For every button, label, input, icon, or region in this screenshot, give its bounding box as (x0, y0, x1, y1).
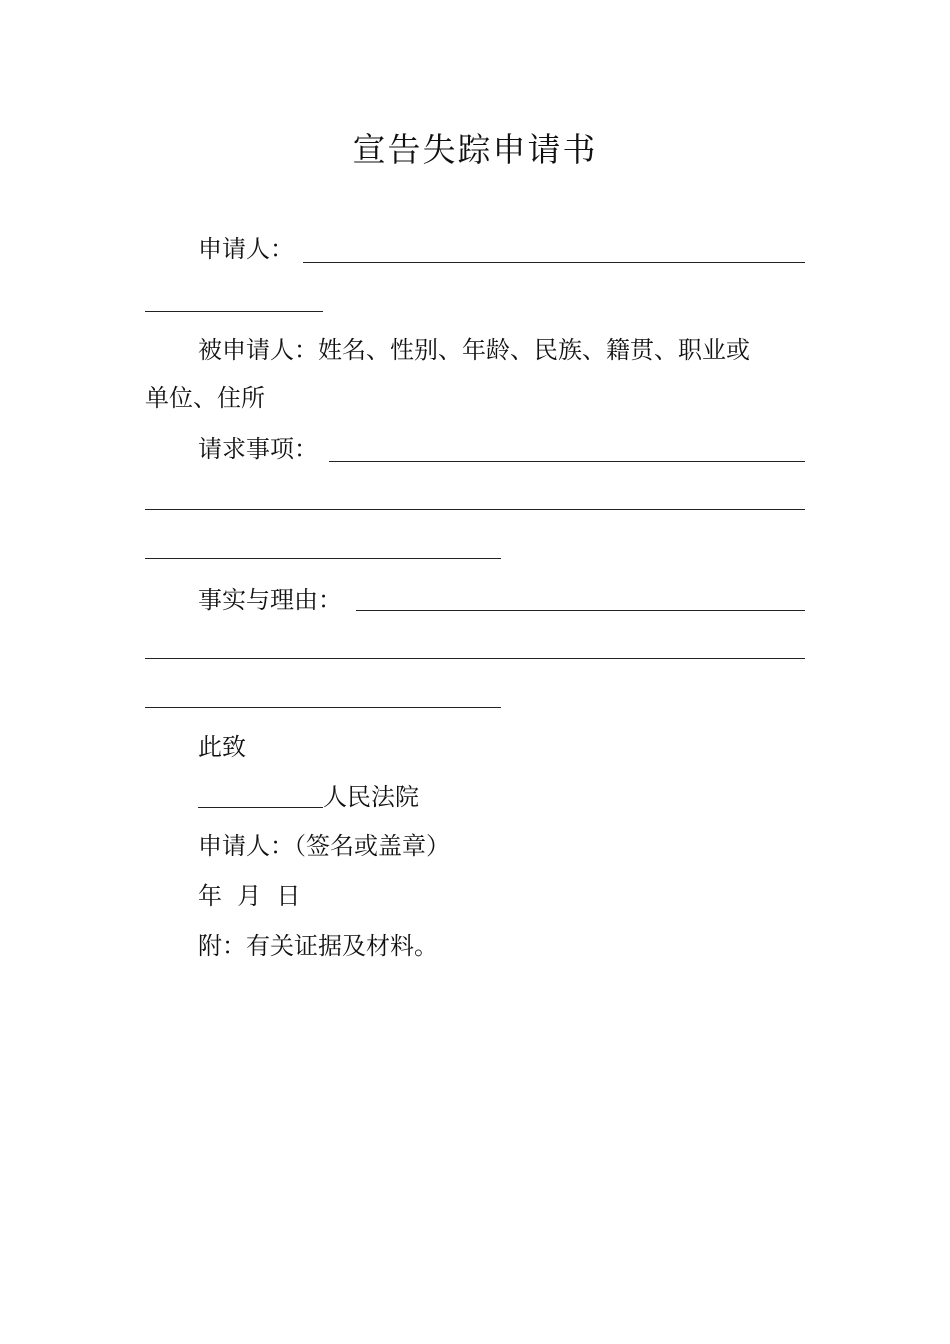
date-line: 年 月 日 (198, 882, 301, 910)
salutation: 此致 (198, 733, 246, 761)
claims-blank-line-3 (145, 558, 501, 559)
applicant-label: 申请人： (198, 235, 294, 263)
facts-blank-line-3 (145, 707, 501, 708)
claims-blank-line-1 (329, 461, 805, 462)
claims-label: 请求事项： (198, 435, 318, 463)
court-suffix: 人民法院 (323, 783, 419, 811)
facts-blank-line-1 (356, 610, 805, 611)
respondent-line-2: 单位、住所 (145, 384, 265, 412)
court-blank (198, 781, 323, 808)
respondent-line-1: 被申请人：姓名、性别、年龄、民族、籍贯、职业或 (198, 336, 750, 364)
signature-line: 申请人：（签名或盖章） (198, 832, 450, 860)
applicant-blank-line-1 (303, 262, 805, 263)
claims-blank-line-2 (145, 509, 805, 510)
applicant-blank-line-2 (145, 311, 323, 312)
facts-label: 事实与理由： (198, 586, 342, 614)
court-line (198, 780, 419, 814)
attachment-line: 附：有关证据及材料。 (198, 932, 438, 960)
document-title: 宣告失踪申请书 (352, 130, 598, 169)
facts-blank-line-2 (145, 658, 805, 659)
